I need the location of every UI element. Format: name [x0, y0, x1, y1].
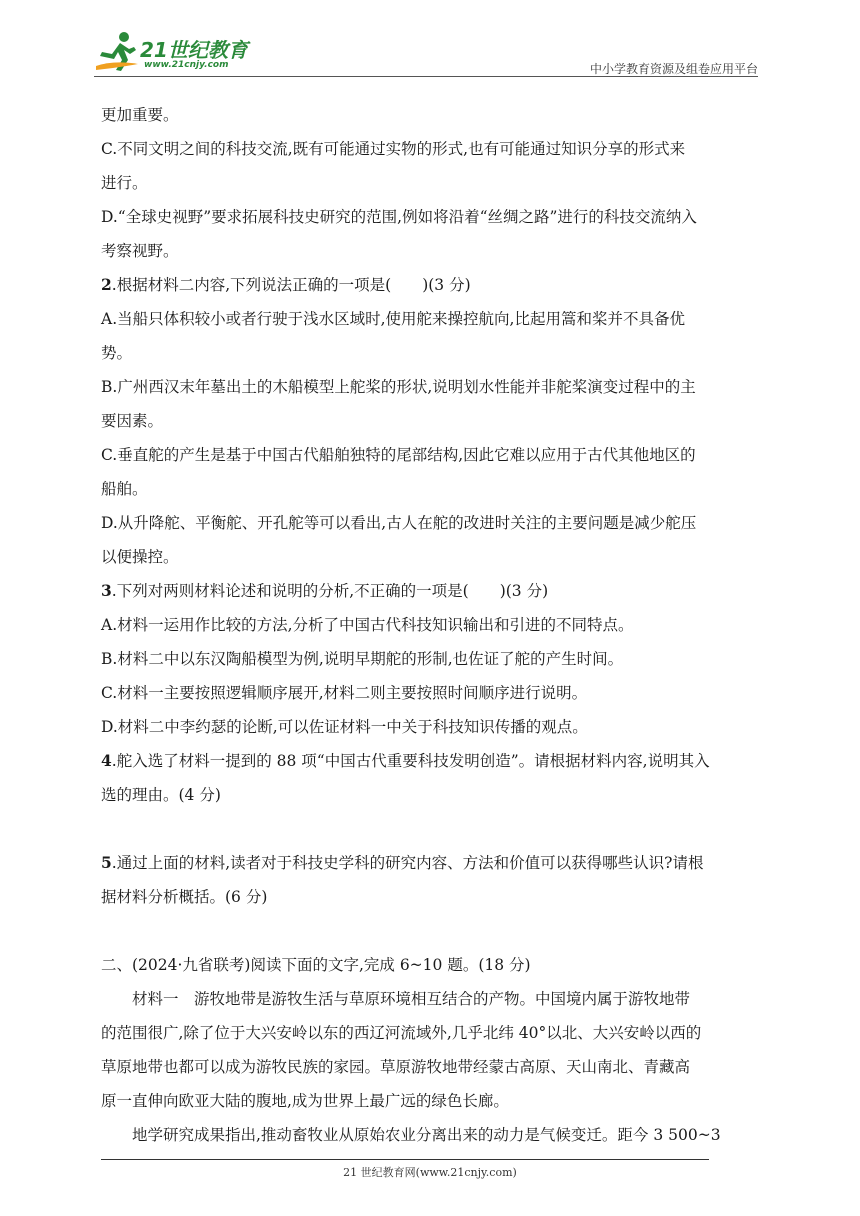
text-line: 草原地带也都可以成为游牧民族的家园。草原游牧地带经蒙古高原、天山南北、青藏高: [101, 1058, 691, 1076]
answer-space: [101, 914, 761, 948]
material-1-para: 材料一 游牧地带是游牧生活与草原环境相互结合的产物。中国境内属于游牧地带: [132, 990, 691, 1008]
option-c: C.垂直舵的产生是基于中国古代船舶独特的尾部结构,因此它难以应用于古代其他地区的: [101, 446, 696, 464]
text-line: 进行。: [101, 174, 148, 192]
option-c: C.材料一主要按照逻辑顺序展开,材料二则主要按照时间顺序进行说明。: [101, 684, 588, 702]
question-4: [101, 744, 761, 778]
question-text: .舵入选了材料一提到的 88 项“中国古代重要科技发明创造”。请根据材料内容,说明其入: [111, 752, 710, 770]
site-logo[interactable]: [94, 30, 264, 76]
question-number: 4: [101, 751, 112, 770]
section-2-heading: 二、(2024·九省联考)阅读下面的文字,完成 6~10 题。(18 分): [101, 956, 531, 974]
logo-url: www.21cnjy.com: [144, 60, 229, 70]
option-d: D.从升降舵、平衡舵、开孔舵等可以看出,古人在舵的改进时关注的主要问题是减少舵压: [101, 514, 697, 532]
runner-logo-icon: [94, 30, 140, 74]
option-b: B.广州西汉末年墓出土的木船模型上舵桨的形状,说明划水性能并非舵桨演变过程中的主: [101, 378, 696, 396]
platform-name: 中小学教育资源及组卷应用平台: [589, 62, 758, 76]
question-3: [101, 574, 761, 608]
text-line: 势。: [101, 344, 133, 362]
answer-space: [101, 812, 761, 846]
text-line: 选的理由。(4 分): [101, 786, 221, 804]
option-b: B.材料二中以东汉陶船模型为例,说明早期舵的形制,也佐证了舵的产生时间。: [101, 650, 624, 668]
page-footer[interactable]: 21 世纪教育网(www.21cnjy.com): [343, 1166, 517, 1179]
material-1-para-2: 地学研究成果指出,推动畜牧业从原始农业分离出来的动力是气候变迁。距今 3 500~3: [132, 1126, 721, 1144]
option-d: D.“全球史视野”要求拓展科技史研究的范围,例如将沿着“丝绸之路”进行的科技交流纳入: [101, 208, 697, 226]
text-line: 要因素。: [101, 412, 164, 430]
text-line: 以便操控。: [101, 548, 179, 566]
text-line: 更加重要。: [101, 106, 179, 124]
option-d: D.材料二中李约瑟的论断,可以佐证材料一中关于科技知识传播的观点。: [101, 718, 588, 736]
page-header: [94, 30, 758, 78]
option-a: A.材料一运用作比较的方法,分析了中国古代科技知识输出和引进的不同特点。: [101, 616, 634, 634]
option-a: A.当船只体积较小或者行驶于浅水区域时,使用舵来操控航向,比起用篙和桨并不具备优: [101, 310, 685, 328]
document-body: [101, 98, 761, 1152]
question-number: 3: [101, 581, 112, 600]
text-line: 原一直伸向欧亚大陆的腹地,成为世界上最广远的绿色长廊。: [101, 1092, 509, 1110]
question-text: .通过上面的材料,读者对于科技史学科的研究内容、方法和价值可以获得哪些认识?请根: [111, 854, 704, 872]
text-line: 考察视野。: [101, 242, 179, 260]
question-5: [101, 846, 761, 880]
question-text: .根据材料二内容,下列说法正确的一项是( )(3 分): [111, 276, 471, 294]
text-line: 的范围很广,除了位于大兴安岭以东的西辽河流域外,几乎北纬 40°以北、大兴安岭以西的: [101, 1024, 702, 1042]
text-line: 船舶。: [101, 480, 148, 498]
question-text: .下列对两则材料论述和说明的分析,不正确的一项是( )(3 分): [111, 582, 549, 600]
option-c: C.不同文明之间的科技交流,既有可能通过实物的形式,也有可能通过知识分享的形式来: [101, 140, 686, 158]
question-number: 5: [101, 853, 112, 872]
question-2: [101, 268, 761, 302]
header-divider: [94, 76, 758, 77]
text-line: 据材料分析概括。(6 分): [101, 888, 268, 906]
footer-divider: [101, 1159, 709, 1160]
logo-text: 21世纪教育: [140, 38, 248, 62]
question-number: 2: [101, 275, 112, 294]
